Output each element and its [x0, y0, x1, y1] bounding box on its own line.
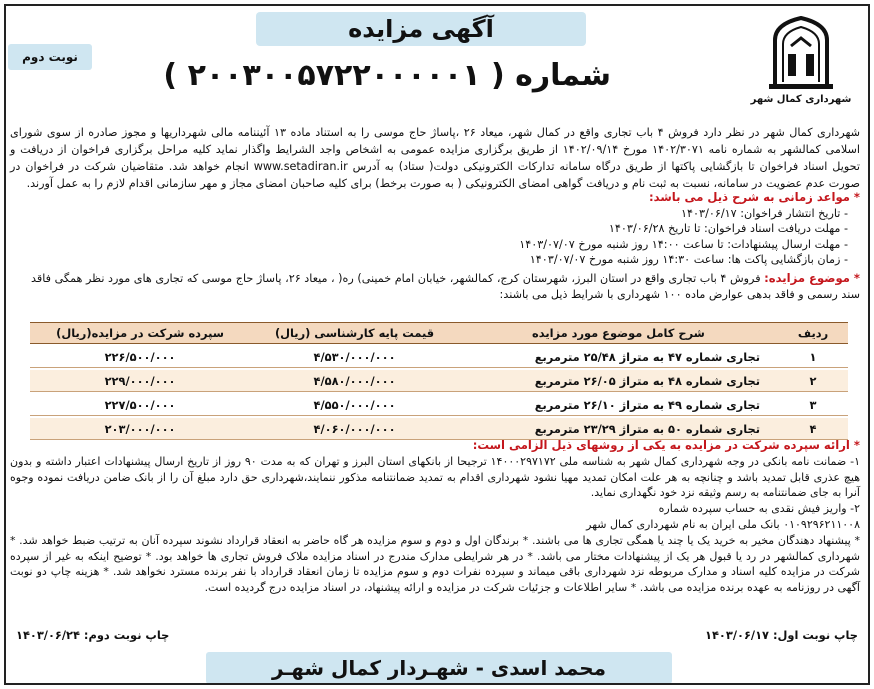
header — [6, 6, 868, 124]
deposit-item-2: ۲- واریز فیش نقدی به حساب سپرده شماره — [658, 502, 860, 516]
items-table — [30, 320, 848, 442]
intro-paragraph: شهرداری کمال شهر در نظر دارد فروش ۴ باب تجاری واقع در کمال شهر، میعاد ۲۶ ،پاساژ حاج موسی را به استناد ماده ۱۳ آئیننامه مالی شهرداریها و مجوز صادره از سوی شورای اسلامی کمالشهر به شماره نامه ۱۴۰۲/۳۰۷۱ مورخ ۱۴۰۲/۰۹/۱۴ از طریق برگزاری مزایده عمومی به اشخاص واجد الشرایط واگذار نماید کلیه مراحل برگزاری فراخوان از دریافت و تحویل اسناد فراخوان تا بازگشایی پاکتها از طریق درگاه سامانه تدارکات الکترونیکی دولت( ستاد) به آدرس www.setadiran.ir انجام خواهد شد. متقاضیان شرکت در فراخوان در صورت عدم عضویت در سامانه، نسبت به ثبت نام و دریافت گواهی امضای الکترونیکی ( به صورت برخط) برای کلیه صاحبان امضای مجاز و مهر سازمانی اقدام لازم را به عمل آورند. — [10, 126, 860, 190]
second-print-date: چاپ نوبت دوم: ۱۴۰۳/۰۶/۲۴ — [16, 628, 170, 642]
deposit-notes: * پیشنهاد دهندگان مخیر به خرید یک یا چند یا همگی تجاری ها می باشند. * برندگان اول و دوم و سوم مزایده هر گاه حاضر به انعقاد قرارداد نشوند سپرده آنان به ترتیب ضبط خواهد شد. * شهرداری کمالشهر در رد یا قبول هر یک از پیشنهادات مختار می باشد. * در هر شرایطی مدارک مندرج در اسناد مزایده ملاک فروش تجاری ها خواهد بود. * توضیح اینکه به غیر از سپرده شرکت در مزایده کلیه اسناد و مدارک مربوطه نزد شهرداری باقی میماند و سپرده نفرات دوم و سوم مزایده تا زمان انعقاد قرارداد با نفر برنده مسترد نخواهد شد. * هزینه چاپ دو نوبت آگهی در روزنامه به عهده برنده مزایده می باشد. * سایر اطلاعات و جزئیات شرکت در مزایده و ارائه پیشنهاد، در اسناد مزایده درج گردیده است. — [10, 533, 860, 595]
col-description: شرح کامل موضوع مورد مزایده — [459, 322, 778, 344]
schedule-item: - مهلت ارسال پیشنهادات: تا ساعت ۱۴:۰۰ روز شنبه مورخ ۱۴۰۳/۰۷/۰۷ — [519, 237, 848, 251]
subject-section — [10, 270, 860, 303]
row-index: ۱ — [778, 346, 848, 368]
col-base-price: قیمت پایه کارشناسی (ریال) — [250, 322, 459, 344]
row-base-price: ۴/۵۵۰/۰۰۰/۰۰۰ — [250, 394, 459, 416]
table-row — [30, 418, 848, 440]
advertisement-page — [4, 4, 870, 685]
deposit-title: * ارائه سپرده شرکت در مزایده به یکی از روشهای ذیل الزامی است: — [472, 438, 860, 452]
row-description: تجاری شماره ۴۹ به متراژ ۲۶/۱۰ مترمربع — [459, 394, 778, 416]
schedule-item: - مهلت دریافت اسناد فراخوان: تا تاریخ ۱۴۰۳/۰۶/۲۸ — [608, 222, 848, 236]
row-base-price: ۴/۵۳۰/۰۰۰/۰۰۰ — [250, 346, 459, 368]
schedule-item: - تاریخ انتشار فراخوان: ۱۴۰۳/۰۶/۱۷ — [681, 206, 848, 220]
deposit-section — [10, 438, 860, 596]
col-deposit: سپرده شرکت در مزایده(ریال) — [30, 322, 250, 344]
municipality-logo — [742, 12, 860, 118]
table-header-row — [30, 322, 848, 344]
schedule-item: - زمان بازگشایی پاکت ها: ساعت ۱۴:۳۰ روز شنبه مورخ ۱۴۰۳/۰۷/۰۷ — [529, 253, 848, 267]
row-deposit: ۲۲۹/۰۰۰/۰۰۰ — [30, 370, 250, 392]
row-index: ۳ — [778, 394, 848, 416]
subject-title: * موضوع مزایده: — [764, 271, 860, 285]
col-index: ردیف — [778, 322, 848, 344]
first-print-date: چاپ نوبت اول: ۱۴۰۳/۰۶/۱۷ — [705, 628, 858, 642]
logo-caption: شهرداری کمال شهر — [750, 94, 852, 105]
row-description: تجاری شماره ۴۸ به متراژ ۲۶/۰۵ مترمربع — [459, 370, 778, 392]
deposit-account: ۰۱۰۹۲۹۶۲۱۱۰۰۸ بانک ملی ایران به نام شهرداری کمال شهر — [586, 517, 860, 531]
table-row — [30, 394, 848, 416]
deposit-item-1: ۱- ضمانت نامه بانکی در وجه شهرداری کمال شهر به شناسه ملی ۱۴۰۰۰۲۹۷۱۷۲ ترجیحا از بانکهای استان البرز و تهران که به مدت ۹۰ روز از تاریخ ارسال پیشنهادات اعتبار داشته و بدون هیچ عذری قابل تمدید باشد و چنانچه به هر علت امکان تمدید مهیا نشود شهرداری اقدام به تمدید ضمانتنامه مذکور ننمایند،شهرداری حق دارد مبلغ آن را از بانک ضامن دریافت نموده وجوه آنرا به جای ضمانتنامه به رسم وثیقه نزد خود نگهداری نماید. — [10, 454, 860, 500]
signature-banner: محمد اسدی - شهـردار کمال شهـر — [206, 652, 672, 684]
auction-number: شماره ( ۲۰۰۳۰۰۵۷۲۲۰۰۰۰۰۱ ) — [163, 58, 611, 93]
row-index: ۲ — [778, 370, 848, 392]
turn-badge: نوبت دوم — [8, 44, 92, 70]
table-row — [30, 370, 848, 392]
print-dates — [6, 628, 868, 648]
subject-text: فروش ۴ باب تجاری واقع در استان البرز، شهرستان کرج، کمالشهر، خیابان امام خمینی) ره( ، میعاد ۲۶، پاساژ حاج موسی که تجاری های مورد نظر همگی فاقد سند رسمی و فاقد بدهی عوارض ماده ۱۰۰ شهرداری با شرایط ذیل می باشند: — [31, 272, 860, 301]
row-description: تجاری شماره ۵۰ به متراژ ۲۳/۲۹ مترمربع — [459, 418, 778, 440]
schedule-section — [10, 190, 860, 268]
logo-icon — [755, 12, 847, 92]
row-index: ۴ — [778, 418, 848, 440]
row-base-price: ۴/۵۸۰/۰۰۰/۰۰۰ — [250, 370, 459, 392]
page-title: آگهی مزایده — [256, 12, 586, 46]
table-row — [30, 346, 848, 368]
row-deposit: ۲۲۷/۵۰۰/۰۰۰ — [30, 394, 250, 416]
schedule-title: * مواعد زمانی به شرح ذیل می باشد: — [649, 190, 860, 204]
row-deposit: ۲۲۶/۵۰۰/۰۰۰ — [30, 346, 250, 368]
row-base-price: ۴/۰۶۰/۰۰۰/۰۰۰ — [250, 418, 459, 440]
row-deposit: ۲۰۳/۰۰۰/۰۰۰ — [30, 418, 250, 440]
row-description: تجاری شماره ۴۷ به متراژ ۲۵/۴۸ مترمربع — [459, 346, 778, 368]
